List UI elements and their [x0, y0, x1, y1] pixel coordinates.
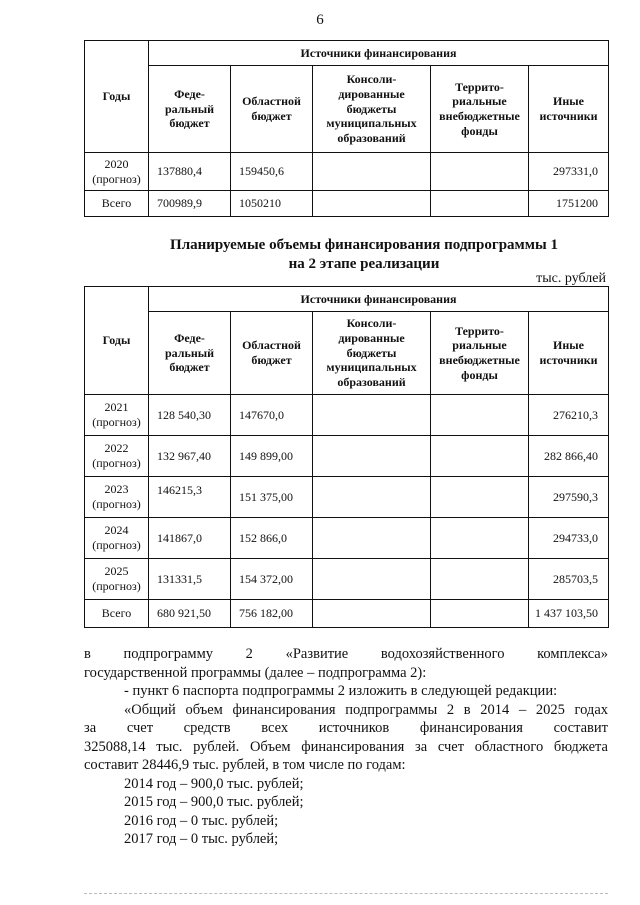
territorial-funds-cell: [431, 191, 529, 217]
table-row: [85, 518, 609, 559]
unit-label: тыс. рублей: [536, 271, 606, 286]
municipal-budgets-cell: [313, 600, 431, 628]
other-sources-cell: 282 866,40: [529, 436, 609, 477]
table-row: [85, 395, 609, 436]
years-column-header: Годы: [85, 287, 149, 395]
municipal-budgets-cell: [313, 518, 431, 559]
column-headers-row: [85, 312, 609, 395]
territorial-funds-cell: [431, 395, 529, 436]
federal-budget-header: Феде- ральный бюджет: [149, 66, 231, 153]
municipal-budgets-cell: [313, 436, 431, 477]
year-amount-line: 2016 год – 0 тыс. рублей;: [124, 812, 279, 829]
year-amount-line: 2014 год – 900,0 тыс. рублей;: [124, 775, 304, 792]
federal-budget-cell: 680 921,50: [149, 600, 231, 628]
federal-budget-cell: 131331,5: [149, 559, 231, 600]
regional-budget-cell: 151 375,00: [231, 477, 313, 518]
regional-budget-header: Областной бюджет: [231, 312, 313, 395]
sources-header: Источники финансирования: [149, 287, 609, 312]
regional-budget-cell: 147670,0: [231, 395, 313, 436]
regional-budget-cell: 159450,6: [231, 153, 313, 191]
municipal-budgets-cell: [313, 477, 431, 518]
year-cell: 2020 (прогноз): [85, 153, 149, 191]
paragraph-line: за счет средств всех источников финансирования составит: [84, 720, 608, 736]
federal-budget-cell: 141867,0: [149, 518, 231, 559]
paragraph-line: «Общий объем финансирования подпрограммы 2 в 2014 – 2025 годах: [124, 701, 608, 718]
paragraph-line: государственной программы (далее – подпрограмма 2):: [84, 664, 427, 681]
paragraph-line: 325088,14 тыс. рублей. Объем финансирования за счет областного бюджета: [84, 738, 608, 755]
year-cell: 2021 (прогноз): [85, 395, 149, 436]
table-row: [85, 600, 609, 628]
paragraph-line: составит 28446,9 тыс. рублей, в том числе по годам:: [84, 757, 406, 773]
table-row: [85, 191, 609, 217]
territorial-funds-cell: [431, 436, 529, 477]
subprogram-1-heading-line2: на 2 этапе реализации: [288, 256, 440, 272]
years-column-header: Годы: [85, 41, 149, 153]
federal-budget-cell: 137880,4: [149, 153, 231, 191]
year-cell: 2025 (прогноз): [85, 559, 149, 600]
financing-table-stage-2: [84, 286, 609, 628]
territorial-funds-cell: [431, 518, 529, 559]
financing-table-2020: [84, 40, 609, 217]
federal-budget-header: Феде- ральный бюджет: [149, 312, 231, 395]
other-sources-cell: 1751200: [529, 191, 609, 217]
federal-budget-cell: 132 967,40: [149, 436, 231, 477]
year-amount-line: 2017 год – 0 тыс. рублей;: [124, 831, 279, 847]
other-sources-header: Иные источники: [529, 66, 609, 153]
year-cell: 2024 (прогноз): [85, 518, 149, 559]
municipal-budgets-cell: [313, 395, 431, 436]
table-row: [85, 436, 609, 477]
territorial-funds-cell: [431, 559, 529, 600]
municipal-budgets-header: Консоли- дированные бюджеты муниципальных образований: [313, 66, 431, 153]
municipal-budgets-cell: [313, 191, 431, 217]
other-sources-cell: 276210,3: [529, 395, 609, 436]
other-sources-header: Иные источники: [529, 312, 609, 395]
territorial-funds-cell: [431, 600, 529, 628]
year-cell: 2022 (прогноз): [85, 436, 149, 477]
subprogram-1-heading-line1: Планируемые объемы финансирования подпрограммы 1: [170, 237, 558, 253]
other-sources-cell: 285703,5: [529, 559, 609, 600]
other-sources-cell: 297590,3: [529, 477, 609, 518]
paragraph-line: - пункт 6 паспорта подпрограммы 2 изложить в следующей редакции:: [124, 683, 558, 699]
territorial-funds-header: Террито- риальные внебюджетные фонды: [431, 312, 529, 395]
federal-budget-cell: 128 540,30: [149, 395, 231, 436]
regional-budget-cell: 154 372,00: [231, 559, 313, 600]
regional-budget-header: Областной бюджет: [231, 66, 313, 153]
municipal-budgets-cell: [313, 559, 431, 600]
year-cell: Всего: [85, 191, 149, 217]
table-row: [85, 477, 609, 518]
municipal-budgets-header: Консоли- дированные бюджеты муниципальных образований: [313, 312, 431, 395]
year-cell: Всего: [85, 600, 149, 628]
federal-budget-cell: 700989,9: [149, 191, 231, 217]
municipal-budgets-cell: [313, 153, 431, 191]
year-cell: 2023 (прогноз): [85, 477, 149, 518]
paragraph-line: в подпрограмму 2 «Развитие водохозяйственного комплекса»: [84, 646, 608, 662]
territorial-funds-header: Террито- риальные внебюджетные фонды: [431, 66, 529, 153]
other-sources-cell: 1 437 103,50: [529, 600, 609, 628]
year-amount-line: 2015 год – 900,0 тыс. рублей;: [124, 794, 304, 810]
other-sources-cell: 297331,0: [529, 153, 609, 191]
regional-budget-cell: 152 866,0: [231, 518, 313, 559]
regional-budget-cell: 756 182,00: [231, 600, 313, 628]
page-number: 6: [316, 12, 324, 28]
territorial-funds-cell: [431, 477, 529, 518]
territorial-funds-cell: [431, 153, 529, 191]
footer-divider: [84, 893, 608, 894]
regional-budget-cell: 1050210: [231, 191, 313, 217]
regional-budget-cell: 149 899,00: [231, 436, 313, 477]
table-row: [85, 559, 609, 600]
column-headers-row: [85, 66, 609, 153]
federal-budget-cell: 146215,3: [149, 477, 231, 518]
amendment-text: [84, 645, 608, 849]
sources-header: Источники финансирования: [149, 41, 609, 66]
table-row: [85, 153, 609, 191]
other-sources-cell: 294733,0: [529, 518, 609, 559]
